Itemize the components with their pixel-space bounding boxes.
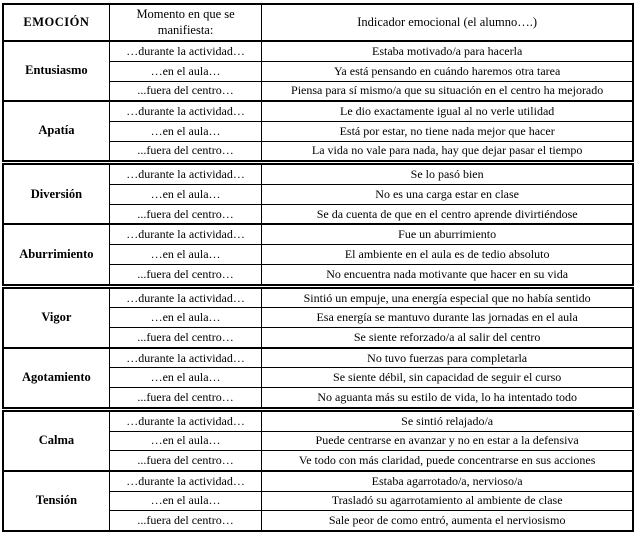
indicator-cell: Fue un aburrimiento	[262, 224, 633, 244]
emotion-group-vigor	[3, 286, 633, 348]
moment-cell: …en el aula…	[109, 61, 261, 81]
table-row	[3, 471, 633, 491]
moment-cell: ...fuera del centro…	[109, 141, 261, 163]
moment-cell: …en el aula…	[109, 245, 261, 265]
indicator-cell: No tuvo fuerzas para completarla	[262, 348, 633, 368]
indicator-cell: Piensa para sí mismo/a que su situación en el centro ha mejorado	[262, 81, 633, 101]
emotion-label: Calma	[3, 409, 109, 471]
table-row	[3, 101, 633, 121]
indicator-cell: Ve todo con más claridad, puede concentrarse en sus acciones	[262, 451, 633, 471]
table-row	[3, 348, 633, 368]
indicator-cell: Se lo pasó bien	[262, 163, 633, 185]
table-row	[3, 163, 633, 185]
emotion-group-agotamiento	[3, 348, 633, 410]
emotion-group-diversion	[3, 163, 633, 225]
emotions-table	[2, 3, 634, 532]
indicator-cell: Ya está pensando en cuándo haremos otra tarea	[262, 61, 633, 81]
indicator-cell: La vida no vale para nada, hay que dejar pasar el tiempo	[262, 141, 633, 163]
moment-cell: ...fuera del centro…	[109, 388, 261, 410]
indicator-cell: Esa energía se mantuvo durante las jornadas en el aula	[262, 308, 633, 328]
table-row	[3, 41, 633, 61]
indicator-cell: Trasladó su agarrotamiento al ambiente de clase	[262, 491, 633, 511]
table-row	[3, 409, 633, 431]
indicator-cell: Se siente reforzado/a al salir del centro	[262, 328, 633, 348]
emotion-group-entusiasmo	[3, 41, 633, 101]
moment-cell: …durante la actividad…	[109, 41, 261, 61]
emotion-label: Entusiasmo	[3, 41, 109, 101]
emotion-label: Aburrimiento	[3, 224, 109, 286]
moment-cell: ...fuera del centro…	[109, 328, 261, 348]
emotion-group-aburrimiento	[3, 224, 633, 286]
moment-cell: ...fuera del centro…	[109, 451, 261, 471]
emotion-label: Diversión	[3, 163, 109, 225]
emotion-group-tension	[3, 471, 633, 531]
indicator-cell: Se siente débil, sin capacidad de seguir el curso	[262, 368, 633, 388]
moment-cell: ...fuera del centro…	[109, 81, 261, 101]
moment-cell: ...fuera del centro…	[109, 264, 261, 286]
moment-cell: …durante la actividad…	[109, 163, 261, 185]
moment-cell: …en el aula…	[109, 185, 261, 205]
moment-cell: …en el aula…	[109, 121, 261, 141]
indicator-cell: Estaba motivado/a para hacerla	[262, 41, 633, 61]
moment-cell: …durante la actividad…	[109, 286, 261, 308]
indicator-cell: No es una carga estar en clase	[262, 185, 633, 205]
indicator-cell: Estaba agarrotado/a, nervioso/a	[262, 471, 633, 491]
table-row	[3, 286, 633, 308]
moment-cell: …durante la actividad…	[109, 409, 261, 431]
moment-cell: …en el aula…	[109, 368, 261, 388]
header-moment: Momento en que se manifiesta:	[109, 4, 261, 41]
indicator-cell: Está por estar, no tiene nada mejor que hacer	[262, 121, 633, 141]
indicator-cell: Se da cuenta de que en el centro aprende divirtiéndose	[262, 204, 633, 224]
emotion-label: Tensión	[3, 471, 109, 531]
header-emotion: EMOCIÓN	[3, 4, 109, 41]
header-row	[3, 4, 633, 41]
moment-cell: …en el aula…	[109, 431, 261, 451]
indicator-cell: Le dio exactamente igual al no verle utilidad	[262, 101, 633, 121]
indicator-cell: No encuentra nada motivante que hacer en su vida	[262, 264, 633, 286]
indicator-cell: Sale peor de como entró, aumenta el nerviosismo	[262, 511, 633, 531]
moment-cell: ...fuera del centro…	[109, 204, 261, 224]
moment-cell: …durante la actividad…	[109, 101, 261, 121]
table-header	[3, 4, 633, 41]
moment-cell: …durante la actividad…	[109, 348, 261, 368]
indicator-cell: Puede centrarse en avanzar y no en estar a la defensiva	[262, 431, 633, 451]
indicator-cell: No aguanta más su estilo de vida, lo ha intentado todo	[262, 388, 633, 410]
header-indicator: Indicador emocional (el alumno….)	[262, 4, 633, 41]
emotion-label: Vigor	[3, 286, 109, 348]
emotion-label: Agotamiento	[3, 348, 109, 410]
moment-cell: …en el aula…	[109, 491, 261, 511]
indicator-cell: Se sintió relajado/a	[262, 409, 633, 431]
emotion-group-calma	[3, 409, 633, 471]
indicator-cell: El ambiente en el aula es de tedio absoluto	[262, 245, 633, 265]
table-row	[3, 224, 633, 244]
moment-cell: ...fuera del centro…	[109, 511, 261, 531]
moment-cell: …en el aula…	[109, 308, 261, 328]
indicator-cell: Sintió un empuje, una energía especial que no había sentido	[262, 286, 633, 308]
moment-cell: …durante la actividad…	[109, 224, 261, 244]
emotion-group-apatia	[3, 101, 633, 163]
emotion-label: Apatía	[3, 101, 109, 163]
moment-cell: …durante la actividad…	[109, 471, 261, 491]
